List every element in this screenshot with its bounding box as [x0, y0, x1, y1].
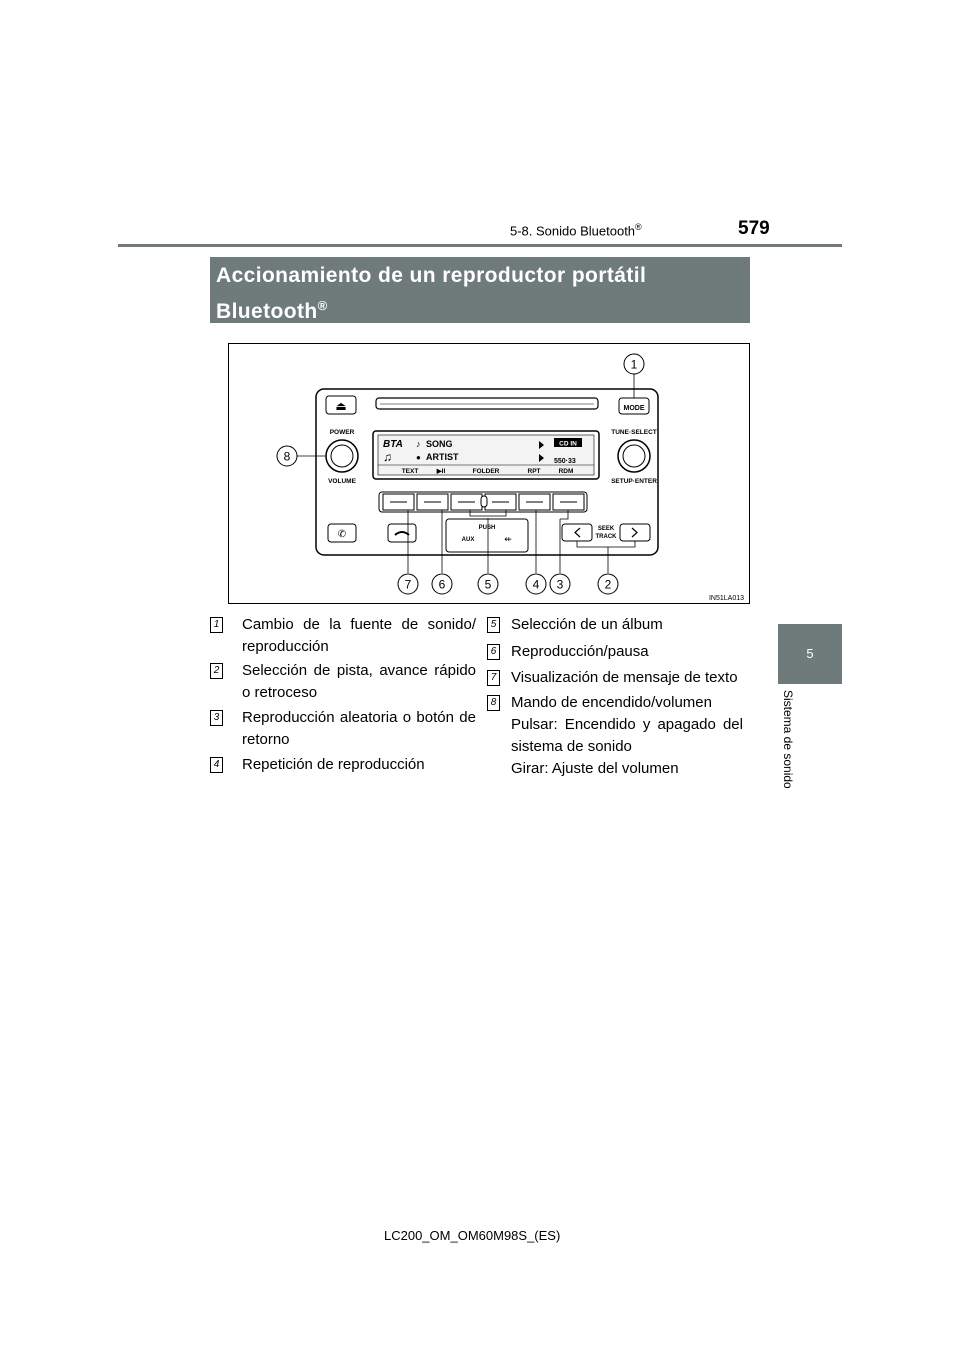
tune-select-label: TUNE·SELECT — [611, 429, 657, 436]
document-code: LC200_OM_OM60M98S_(ES) — [384, 1228, 561, 1243]
phone-button[interactable] — [328, 524, 356, 542]
hang-up-button[interactable] — [388, 524, 416, 542]
softlabel-play: ▶II — [436, 468, 446, 475]
legend-8-push: Pulsar: Encendido y apagado del sistema de sonido — [511, 716, 743, 755]
callout-6 — [432, 574, 452, 594]
push-label: PUSH — [478, 525, 496, 531]
music-icon: ♫ — [383, 450, 392, 464]
legend-8-turn: Girar: Ajuste del volumen — [511, 760, 679, 777]
tune-select-knob[interactable] — [618, 440, 650, 472]
mode-button[interactable] — [619, 398, 649, 414]
callout-7 — [398, 574, 418, 594]
note-icon: ♪ — [416, 439, 421, 449]
svg-text:8: 8 — [283, 449, 291, 464]
cd-in-badge: CD IN — [559, 440, 577, 448]
person-icon: ● — [416, 453, 421, 462]
power-volume-knob[interactable] — [326, 440, 358, 472]
callout-5 — [478, 574, 498, 594]
softlabel-rpt: RPT — [527, 468, 541, 475]
phone-icon: ✆ — [337, 529, 347, 540]
softlabel-folder: FOLDER — [472, 468, 500, 475]
eject-icon: ⏏ — [335, 399, 347, 413]
callout-4 — [526, 574, 546, 594]
display-status: 550·33 — [554, 458, 576, 465]
callout-3 — [550, 574, 570, 594]
usb-icon: ⇷ — [504, 534, 512, 544]
preset-buttons — [379, 492, 587, 512]
softlabel-rdm: RDM — [558, 468, 574, 475]
header-rule — [118, 244, 842, 247]
cd-slot — [376, 398, 598, 409]
softlabel-text: TEXT — [401, 468, 419, 475]
track-label: TRACK — [595, 534, 617, 540]
aux-label: AUX — [461, 537, 475, 543]
chapter-tab[interactable]: 5 — [778, 624, 842, 684]
radio-panel-figure — [228, 343, 750, 604]
callout-8 — [277, 446, 297, 466]
display-source: BTA — [383, 439, 403, 450]
display-song: SONG — [426, 439, 453, 449]
power-label: POWER — [329, 429, 355, 436]
svg-text:4: 4 — [532, 577, 540, 592]
volume-label: VOLUME — [328, 478, 356, 485]
seek-forward-button[interactable] — [620, 524, 650, 541]
svg-text:2: 2 — [604, 577, 612, 592]
section-title: 5-8. Sonido Bluetooth® — [510, 222, 642, 239]
svg-text:6: 6 — [438, 577, 446, 592]
svg-text:3: 3 — [556, 577, 564, 592]
setup-enter-label: SETUP·ENTER — [611, 478, 657, 485]
svg-text:7: 7 — [404, 577, 412, 592]
figure-code: IN51LA013 — [708, 595, 744, 602]
svg-text:MODE: MODE — [623, 405, 645, 412]
callout-2 — [598, 574, 618, 594]
svg-text:1: 1 — [630, 357, 638, 372]
seek-back-button[interactable] — [562, 524, 592, 541]
section-heading: Accionamiento de un reproductor portátil Bluetooth® — [210, 257, 750, 323]
aux-usb-cover[interactable] — [446, 519, 528, 552]
eject-button[interactable] — [326, 396, 356, 414]
page-number: 579 — [738, 218, 770, 239]
seek-label: SEEK — [597, 526, 615, 532]
chapter-title: Sistema de sonido — [781, 690, 795, 789]
display-artist: ARTIST — [426, 452, 459, 462]
svg-text:5: 5 — [484, 577, 492, 592]
callout-1 — [624, 354, 644, 374]
legend-8-title: Mando de encendido/volumen — [511, 694, 712, 711]
